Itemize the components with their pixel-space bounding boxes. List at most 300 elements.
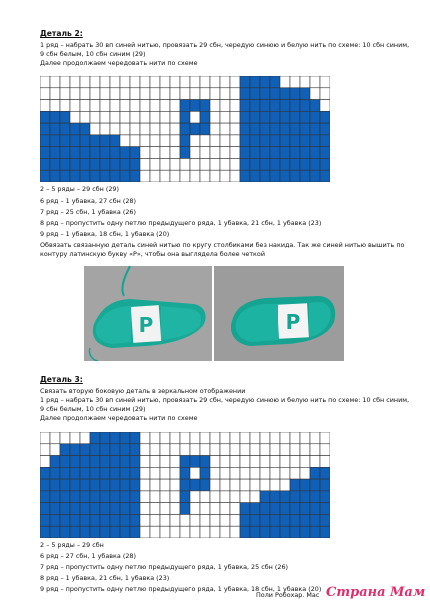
grid-cell bbox=[120, 88, 130, 100]
grid-cell bbox=[260, 514, 270, 526]
grid-cell bbox=[40, 111, 50, 123]
grid-cell bbox=[80, 170, 90, 182]
grid-cell bbox=[270, 158, 280, 170]
grid-cell bbox=[90, 526, 100, 538]
grid-cell bbox=[90, 503, 100, 515]
grid-cell bbox=[190, 467, 200, 479]
grid-cell bbox=[260, 491, 270, 503]
grid-cell bbox=[270, 456, 280, 468]
grid-cell bbox=[40, 526, 50, 538]
grid-cell bbox=[290, 503, 300, 515]
grid-cell bbox=[170, 158, 180, 170]
grid-cell bbox=[80, 147, 90, 159]
grid-cell bbox=[120, 123, 130, 135]
grid-cell bbox=[140, 111, 150, 123]
grid-cell bbox=[230, 158, 240, 170]
grid-cell bbox=[250, 456, 260, 468]
grid-cell bbox=[180, 100, 190, 112]
grid-cell bbox=[80, 456, 90, 468]
grid-cell bbox=[240, 503, 250, 515]
grid-cell bbox=[130, 111, 140, 123]
grid-cell bbox=[140, 100, 150, 112]
grid-cell bbox=[160, 170, 170, 182]
grid-cell bbox=[100, 503, 110, 515]
grid-cell bbox=[90, 88, 100, 100]
grid-cell bbox=[50, 491, 60, 503]
grid-cell bbox=[210, 76, 220, 88]
grid-cell bbox=[220, 456, 230, 468]
grid-cell bbox=[90, 135, 100, 147]
grid-cell bbox=[140, 147, 150, 159]
photo-detail-crochet-left bbox=[84, 266, 212, 361]
grid-cell bbox=[70, 100, 80, 112]
grid-cell bbox=[80, 503, 90, 515]
grid-cell bbox=[300, 526, 310, 538]
grid-cell bbox=[130, 170, 140, 182]
grid-cell bbox=[140, 170, 150, 182]
grid-cell bbox=[60, 444, 70, 456]
grid-cell bbox=[210, 135, 220, 147]
grid-cell bbox=[130, 479, 140, 491]
grid-cell bbox=[290, 526, 300, 538]
grid-cell bbox=[100, 100, 110, 112]
grid-cell bbox=[270, 147, 280, 159]
grid-cell bbox=[240, 147, 250, 159]
grid-cell bbox=[150, 432, 160, 444]
section3-row-5: 9 ряд – пропустить одну петлю предыдущего ряда, 1 убавка, 18 сбн, 1 убавка (20) bbox=[40, 585, 322, 593]
grid-cell bbox=[220, 526, 230, 538]
grid-cell bbox=[250, 158, 260, 170]
grid-cell bbox=[90, 444, 100, 456]
grid-cell bbox=[170, 491, 180, 503]
grid-cell bbox=[290, 88, 300, 100]
grid-cell bbox=[90, 123, 100, 135]
grid-cell bbox=[190, 491, 200, 503]
grid-cell bbox=[220, 135, 230, 147]
grid-cell bbox=[250, 123, 260, 135]
grid-cell bbox=[200, 111, 210, 123]
grid-cell bbox=[60, 88, 70, 100]
grid-cell bbox=[50, 514, 60, 526]
grid-cell bbox=[260, 76, 270, 88]
grid-cell bbox=[310, 526, 320, 538]
grid-cell bbox=[180, 147, 190, 159]
grid-cell bbox=[270, 526, 280, 538]
grid-cell bbox=[280, 170, 290, 182]
grid-cell bbox=[40, 467, 50, 479]
grid-cell bbox=[240, 170, 250, 182]
grid-cell bbox=[40, 503, 50, 515]
grid-cell bbox=[200, 147, 210, 159]
grid-cell bbox=[60, 111, 70, 123]
grid-cell bbox=[260, 88, 270, 100]
grid-cell bbox=[60, 432, 70, 444]
grid-cell bbox=[200, 170, 210, 182]
grid-cell bbox=[230, 514, 240, 526]
grid-cell bbox=[160, 76, 170, 88]
grid-cell bbox=[140, 76, 150, 88]
grid-cell bbox=[180, 158, 190, 170]
grid-cell bbox=[200, 491, 210, 503]
grid-cell bbox=[110, 444, 120, 456]
grid-cell bbox=[100, 444, 110, 456]
grid-cell bbox=[50, 147, 60, 159]
grid-cell bbox=[180, 526, 190, 538]
grid-cell bbox=[290, 444, 300, 456]
grid-cell bbox=[170, 111, 180, 123]
grid-cell bbox=[40, 123, 50, 135]
grid-cell bbox=[80, 444, 90, 456]
grid-cell bbox=[260, 444, 270, 456]
grid-cell bbox=[300, 123, 310, 135]
grid-cell bbox=[90, 158, 100, 170]
grid-cell bbox=[80, 158, 90, 170]
grid-cell bbox=[310, 111, 320, 123]
grid-cell bbox=[180, 123, 190, 135]
grid-cell bbox=[110, 170, 120, 182]
grid-cell bbox=[130, 514, 140, 526]
grid-cell bbox=[50, 100, 60, 112]
grid-cell bbox=[50, 88, 60, 100]
grid-cell bbox=[110, 491, 120, 503]
grid-cell bbox=[130, 147, 140, 159]
grid-cell bbox=[110, 100, 120, 112]
section2-row-4: 8 ряд – пропустить одну петлю предыдущего ряда, 1 убавка, 21 сбн, 1 убавка (23) bbox=[40, 219, 322, 227]
grid-cell bbox=[100, 432, 110, 444]
grid-cell bbox=[210, 491, 220, 503]
grid-cell bbox=[120, 491, 130, 503]
grid-cell bbox=[100, 479, 110, 491]
section3-line-1: Связать вторую боковую деталь в зеркальном отображении bbox=[40, 387, 246, 395]
grid-cell bbox=[260, 135, 270, 147]
grid-cell bbox=[300, 100, 310, 112]
grid-cell bbox=[290, 135, 300, 147]
grid-cell bbox=[70, 503, 80, 515]
grid-cell bbox=[180, 111, 190, 123]
grid-cell bbox=[230, 135, 240, 147]
grid-cell bbox=[80, 526, 90, 538]
grid-cell bbox=[230, 123, 240, 135]
grid-cell bbox=[220, 147, 230, 159]
grid-cell bbox=[310, 479, 320, 491]
grid-cell bbox=[170, 526, 180, 538]
grid-cell bbox=[180, 456, 190, 468]
grid-cell bbox=[270, 514, 280, 526]
grid-cell bbox=[120, 503, 130, 515]
grid-cell bbox=[80, 514, 90, 526]
grid-cell bbox=[310, 514, 320, 526]
section2-line-3: Далее продолжаем чередовать нити по схеме bbox=[40, 59, 198, 67]
grid-cell bbox=[300, 88, 310, 100]
grid-cell bbox=[270, 479, 280, 491]
grid-cell bbox=[260, 479, 270, 491]
grid-cell bbox=[300, 503, 310, 515]
grid-cell bbox=[280, 444, 290, 456]
grid-cell bbox=[300, 467, 310, 479]
grid-cell bbox=[190, 158, 200, 170]
grid-cell bbox=[170, 123, 180, 135]
grid-cell bbox=[320, 135, 330, 147]
grid-cell bbox=[300, 111, 310, 123]
grid-cell bbox=[120, 147, 130, 159]
grid-cell bbox=[230, 76, 240, 88]
grid-cell bbox=[100, 491, 110, 503]
grid-cell bbox=[300, 456, 310, 468]
grid-cell bbox=[250, 503, 260, 515]
grid-cell bbox=[50, 444, 60, 456]
grid-cell bbox=[110, 432, 120, 444]
grid-cell bbox=[230, 147, 240, 159]
grid-cell bbox=[40, 491, 50, 503]
grid-cell bbox=[130, 491, 140, 503]
grid-cell bbox=[70, 76, 80, 88]
grid-cell bbox=[90, 147, 100, 159]
grid-cell bbox=[320, 123, 330, 135]
grid-cell bbox=[320, 467, 330, 479]
grid-cell bbox=[150, 456, 160, 468]
grid-cell bbox=[90, 491, 100, 503]
grid-cell bbox=[140, 456, 150, 468]
grid-cell bbox=[140, 526, 150, 538]
grid-cell bbox=[170, 444, 180, 456]
grid-cell bbox=[100, 76, 110, 88]
grid-cell bbox=[200, 100, 210, 112]
grid-cell bbox=[170, 147, 180, 159]
grid-cell bbox=[280, 491, 290, 503]
grid-cell bbox=[210, 514, 220, 526]
grid-cell bbox=[150, 135, 160, 147]
site-watermark: Страна Мам bbox=[326, 585, 426, 600]
grid-cell bbox=[220, 111, 230, 123]
grid-cell bbox=[190, 479, 200, 491]
grid-cell bbox=[150, 100, 160, 112]
grid-cell bbox=[260, 158, 270, 170]
photo-left-letter: P bbox=[138, 313, 154, 337]
grid-cell bbox=[160, 158, 170, 170]
grid-cell bbox=[110, 456, 120, 468]
grid-cell bbox=[220, 503, 230, 515]
section2-line-2: 9 сбн белым, 10 сбн синим (29) bbox=[40, 50, 146, 58]
grid-cell bbox=[140, 135, 150, 147]
grid-cell bbox=[210, 432, 220, 444]
grid-cell bbox=[200, 88, 210, 100]
grid-cell bbox=[300, 444, 310, 456]
grid-cell bbox=[220, 88, 230, 100]
grid-cell bbox=[110, 467, 120, 479]
grid-cell bbox=[150, 491, 160, 503]
grid-cell bbox=[230, 456, 240, 468]
grid-cell bbox=[260, 147, 270, 159]
grid-cell bbox=[260, 432, 270, 444]
grid-cell bbox=[170, 88, 180, 100]
grid-cell bbox=[310, 76, 320, 88]
grid-cell bbox=[160, 432, 170, 444]
grid-cell bbox=[80, 135, 90, 147]
grid-cell bbox=[310, 135, 320, 147]
grid-cell bbox=[320, 158, 330, 170]
grid-cell bbox=[50, 135, 60, 147]
grid-cell bbox=[70, 456, 80, 468]
grid-cell bbox=[320, 88, 330, 100]
grid-cell bbox=[130, 158, 140, 170]
grid-cell bbox=[150, 88, 160, 100]
grid-cell bbox=[80, 88, 90, 100]
grid-cell bbox=[250, 467, 260, 479]
grid-cell bbox=[320, 432, 330, 444]
grid-cell bbox=[50, 467, 60, 479]
grid-cell bbox=[180, 503, 190, 515]
grid-cell bbox=[140, 158, 150, 170]
grid-cell bbox=[310, 456, 320, 468]
grid-cell bbox=[100, 111, 110, 123]
grid-cell bbox=[300, 135, 310, 147]
grid-cell bbox=[50, 526, 60, 538]
grid-cell bbox=[70, 135, 80, 147]
grid-cell bbox=[40, 158, 50, 170]
grid-cell bbox=[50, 158, 60, 170]
grid-cell bbox=[290, 491, 300, 503]
grid-cell bbox=[180, 170, 190, 182]
grid-cell bbox=[130, 135, 140, 147]
grid-cell bbox=[130, 88, 140, 100]
grid-cell bbox=[70, 123, 80, 135]
grid-cell bbox=[90, 170, 100, 182]
grid-cell bbox=[40, 170, 50, 182]
grid-cell bbox=[290, 158, 300, 170]
grid-cell bbox=[320, 491, 330, 503]
grid-cell bbox=[280, 76, 290, 88]
grid-cell bbox=[50, 170, 60, 182]
grid-cell bbox=[40, 76, 50, 88]
grid-cell bbox=[90, 100, 100, 112]
grid-cell bbox=[140, 491, 150, 503]
grid-cell bbox=[230, 111, 240, 123]
grid-cell bbox=[290, 479, 300, 491]
grid-cell bbox=[160, 503, 170, 515]
grid-cell bbox=[60, 467, 70, 479]
grid-cell bbox=[250, 100, 260, 112]
grid-cell bbox=[40, 88, 50, 100]
grid-cell bbox=[270, 123, 280, 135]
grid-cell bbox=[150, 467, 160, 479]
grid-cell bbox=[190, 170, 200, 182]
grid-cell bbox=[210, 147, 220, 159]
grid-cell bbox=[40, 514, 50, 526]
grid-cell bbox=[310, 123, 320, 135]
photo-right-letter: P bbox=[285, 310, 301, 334]
grid-cell bbox=[160, 135, 170, 147]
grid-cell bbox=[290, 100, 300, 112]
grid-cell bbox=[220, 158, 230, 170]
section2-heading: Деталь 2: bbox=[40, 29, 83, 38]
grid-cell bbox=[80, 123, 90, 135]
grid-cell bbox=[150, 170, 160, 182]
grid-cell bbox=[310, 158, 320, 170]
grid-cell bbox=[270, 444, 280, 456]
grid-cell bbox=[290, 147, 300, 159]
grid-cell bbox=[190, 88, 200, 100]
grid-cell bbox=[60, 503, 70, 515]
grid-cell bbox=[40, 432, 50, 444]
grid-cell bbox=[160, 111, 170, 123]
grid-cell bbox=[170, 100, 180, 112]
grid-cell bbox=[70, 526, 80, 538]
grid-cell bbox=[60, 147, 70, 159]
grid-cell bbox=[70, 88, 80, 100]
grid-cell bbox=[40, 479, 50, 491]
grid-cell bbox=[280, 111, 290, 123]
grid-cell bbox=[220, 514, 230, 526]
grid-cell bbox=[240, 158, 250, 170]
grid-cell bbox=[310, 503, 320, 515]
grid-cell bbox=[240, 514, 250, 526]
grid-cell bbox=[70, 467, 80, 479]
grid-cell bbox=[280, 503, 290, 515]
grid-cell bbox=[80, 491, 90, 503]
grid-cell bbox=[240, 456, 250, 468]
grid-cell bbox=[240, 491, 250, 503]
grid-cell bbox=[130, 123, 140, 135]
grid-cell bbox=[120, 170, 130, 182]
grid-cell bbox=[150, 158, 160, 170]
grid-cell bbox=[150, 479, 160, 491]
grid-cell bbox=[150, 503, 160, 515]
grid-cell bbox=[240, 88, 250, 100]
grid-cell bbox=[220, 467, 230, 479]
grid-cell bbox=[250, 514, 260, 526]
grid-cell bbox=[230, 503, 240, 515]
grid-cell bbox=[100, 526, 110, 538]
grid-cell bbox=[100, 88, 110, 100]
grid-cell bbox=[270, 88, 280, 100]
grid-cell bbox=[230, 170, 240, 182]
grid-cell bbox=[90, 456, 100, 468]
grid-cell bbox=[210, 456, 220, 468]
section2-row-2: 6 ряд – 1 убавка, 27 сбн (28) bbox=[40, 197, 136, 205]
grid-cell bbox=[320, 456, 330, 468]
grid-cell bbox=[60, 479, 70, 491]
grid-cell bbox=[100, 147, 110, 159]
grid-cell bbox=[220, 432, 230, 444]
grid-cell bbox=[270, 491, 280, 503]
knitting-chart-detail-2 bbox=[40, 76, 330, 182]
grid-cell bbox=[320, 444, 330, 456]
section2-line-1: 1 ряд – набрать 30 вп синей нитью, провязать 29 сбн, чередую синюю и белую нить по схеме: 10 сбн синим, bbox=[40, 41, 410, 49]
grid-cell bbox=[320, 526, 330, 538]
grid-cell bbox=[120, 135, 130, 147]
grid-cell bbox=[110, 135, 120, 147]
grid-cell bbox=[90, 514, 100, 526]
grid-cell bbox=[70, 170, 80, 182]
grid-cell bbox=[160, 123, 170, 135]
grid-cell bbox=[80, 111, 90, 123]
grid-cell bbox=[190, 444, 200, 456]
grid-cell bbox=[180, 479, 190, 491]
grid-cell bbox=[120, 444, 130, 456]
grid-cell bbox=[70, 158, 80, 170]
grid-cell bbox=[160, 88, 170, 100]
grid-cell bbox=[260, 456, 270, 468]
grid-cell bbox=[100, 158, 110, 170]
grid-cell bbox=[290, 456, 300, 468]
grid-cell bbox=[120, 479, 130, 491]
grid-cell bbox=[300, 514, 310, 526]
grid-cell bbox=[200, 526, 210, 538]
grid-cell bbox=[300, 491, 310, 503]
grid-cell bbox=[240, 135, 250, 147]
grid-cell bbox=[250, 444, 260, 456]
grid-cell bbox=[40, 135, 50, 147]
